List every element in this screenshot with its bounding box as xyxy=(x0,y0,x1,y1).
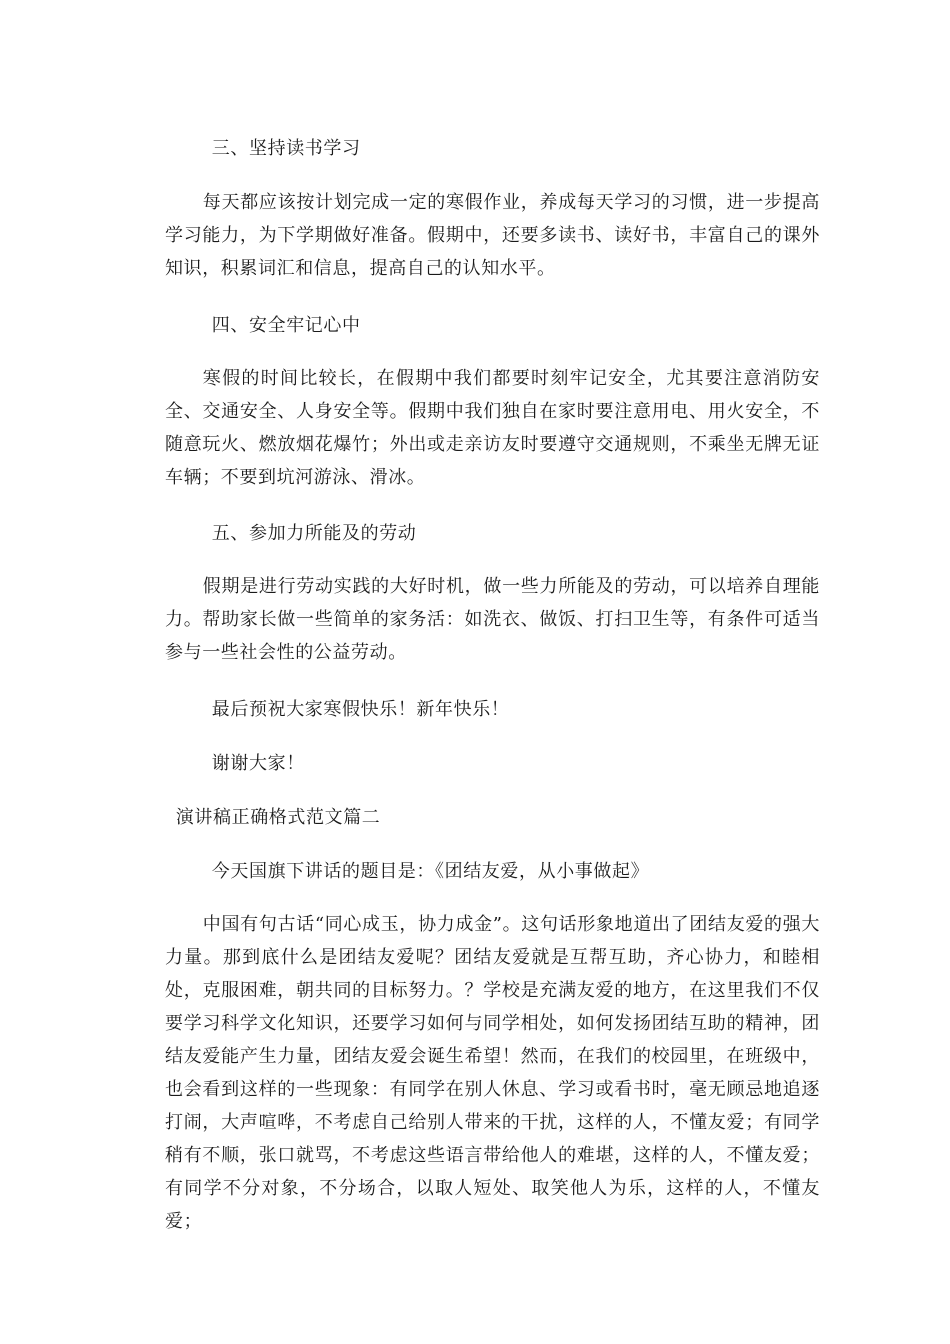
section5-heading: 五、参加力所能及的劳动 xyxy=(211,523,417,544)
section4-body: 寒假的时间比较长，在假期中我们都要时刻牢记安全，尤其要注意消防安全、交通安全、人身安全等。假期中我们独自在家时要注意用电、用火安全，不随意玩火、燃放烟花爆竹；外出或走亲访友时要遵守交通规则，不乘坐无牌无证车辆；不要到坑河游泳、滑冰。 xyxy=(165,368,820,488)
article2-body: 中国有句古话“同心成玉，协力成金”。这句话形象地道出了团结友爱的强大力量。那到底什么是团结友爱呢？团结友爱就是互帮互助，齐心协力，和睦相处，克服困难，朝共同的目标努力。？学校是充满友爱的地方，在这里我们不仅要学习科学文化知识，还要学习如何与同学相处，如何发扬团结互助的精神，团结友爱能产生力量，团结友爱会诞生希望！然而，在我们的校园里，在班级中，也会看到这样的一些现象：有同学在别人休息、学习或看书时，毫无顾忌地追逐打闹，大声喧哗，不考虑自己给别人带来的干扰，这样的人，不懂友爱；有同学稍有不顺，张口就骂，不考虑这些语言带给他人的难堪，这样的人，不懂友爱；有同学不分对象，不分场合，以取人短处、取笑他人为乐，这样的人，不懂友爱； xyxy=(165,914,820,1232)
article2-title: 演讲稿正确格式范文篇二 xyxy=(175,807,381,828)
section4-heading: 四、安全牢记心中 xyxy=(211,315,361,336)
closing-wish: 最后预祝大家寒假快乐！新年快乐！ xyxy=(211,699,510,720)
section3-heading: 三、坚持读书学习 xyxy=(211,138,361,159)
closing-thanks: 谢谢大家！ xyxy=(211,753,305,774)
section3-body: 每天都应该按计划完成一定的寒假作业，养成每天学习的习惯，进一步提高学习能力，为下学期做好准备。假期中，还要多读书、读好书，丰富自己的课外知识，积累词汇和信息，提高自己的认知水平。 xyxy=(165,192,820,279)
article2-topic: 今天国旗下讲话的题目是：《团结友爱，从小事做起》 xyxy=(211,861,650,882)
section5-body: 假期是进行劳动实践的大好时机，做一些力所能及的劳动，可以培养自理能力。帮助家长做一些简单的家务活：如洗衣、做饭、打扫卫生等，有条件可适当参与一些社会性的公益劳动。 xyxy=(165,576,820,663)
